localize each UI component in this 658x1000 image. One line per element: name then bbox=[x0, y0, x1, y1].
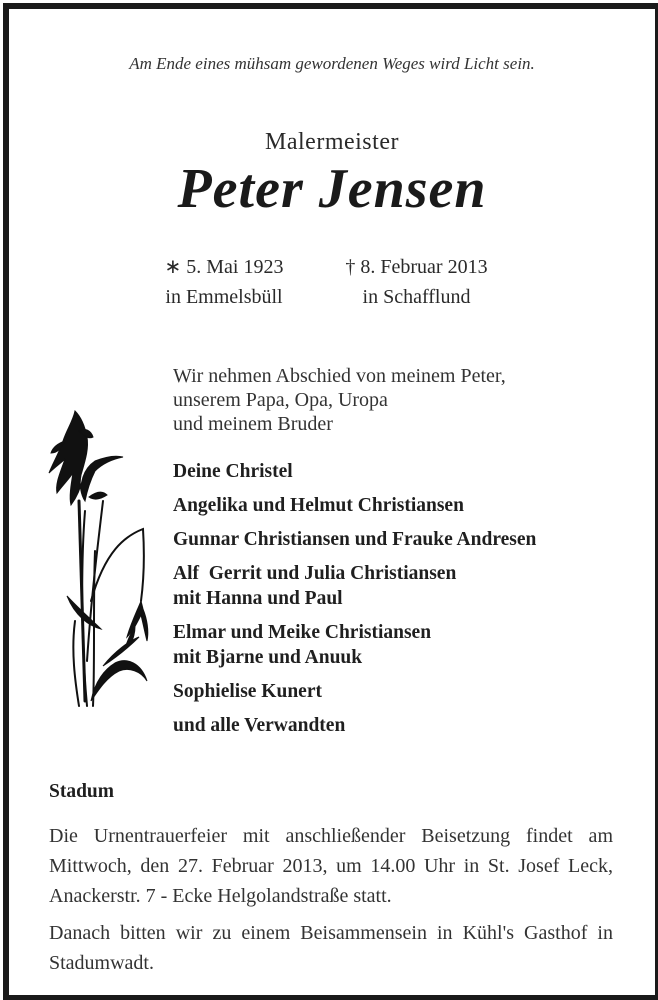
birth-info bbox=[139, 252, 309, 312]
death-date: † 8. Februar 2013 bbox=[345, 256, 488, 278]
birth-date: ∗ 5. Mai 1923 bbox=[164, 256, 284, 278]
mourner-name: Alf Gerrit und Julia Christiansen bbox=[173, 563, 457, 584]
mourner-name: Angelika und Helmut Christiansen bbox=[173, 495, 464, 516]
farewell-line: Wir nehmen Abschied von meinem Peter, bbox=[173, 365, 506, 387]
mourner-entry bbox=[173, 620, 536, 670]
death-info bbox=[324, 252, 509, 312]
mourners-list bbox=[173, 459, 536, 747]
service-details: Die Urnentrauerfeier mit anschließender Beisetzung findet am Mittwoch, den 27. Februar 2013, um 14.00 Uhr in St. Josef Leck, Anackerstr. 7 - Ecke Helgolandstraße statt. bbox=[49, 825, 613, 907]
mourner-entry bbox=[173, 561, 536, 611]
death-place: in Schafflund bbox=[362, 286, 471, 308]
mourner-name: und alle Verwandten bbox=[173, 715, 346, 736]
mourner-children: mit Bjarne und Anuuk bbox=[173, 647, 363, 668]
mourner-entry bbox=[173, 713, 536, 738]
farewell-text bbox=[173, 364, 506, 436]
mourner-entry bbox=[173, 679, 536, 704]
mourner-name: Deine Christel bbox=[173, 461, 293, 482]
farewell-line: und meinem Bruder bbox=[173, 413, 333, 435]
mourner-entry bbox=[173, 459, 536, 484]
deceased-name: Peter Jensen bbox=[177, 158, 487, 220]
mourner-entry bbox=[173, 493, 536, 518]
obituary-frame bbox=[3, 3, 658, 1000]
birth-place: in Emmelsbüll bbox=[165, 286, 283, 308]
mourner-name: Sophielise Kunert bbox=[173, 681, 322, 702]
gathering-details: Danach bitten wir zu einem Beisammensein in Kühl's Gasthof in Stadumwadt. bbox=[49, 922, 613, 974]
mourner-children: mit Hanna und Paul bbox=[173, 588, 343, 609]
mourner-name: Elmar und Meike Christiansen bbox=[173, 622, 432, 643]
deceased-title: Malermeister bbox=[265, 129, 399, 155]
motto: Am Ende eines mühsam gewordenen Weges wird Licht sein. bbox=[129, 54, 535, 73]
location-heading: Stadum bbox=[49, 781, 115, 802]
mourner-name: Gunnar Christiansen und Frauke Andresen bbox=[173, 529, 537, 550]
mourner-entry bbox=[173, 527, 536, 552]
grass-plant-icon bbox=[45, 401, 155, 719]
farewell-line: unserem Papa, Opa, Uropa bbox=[173, 389, 388, 411]
